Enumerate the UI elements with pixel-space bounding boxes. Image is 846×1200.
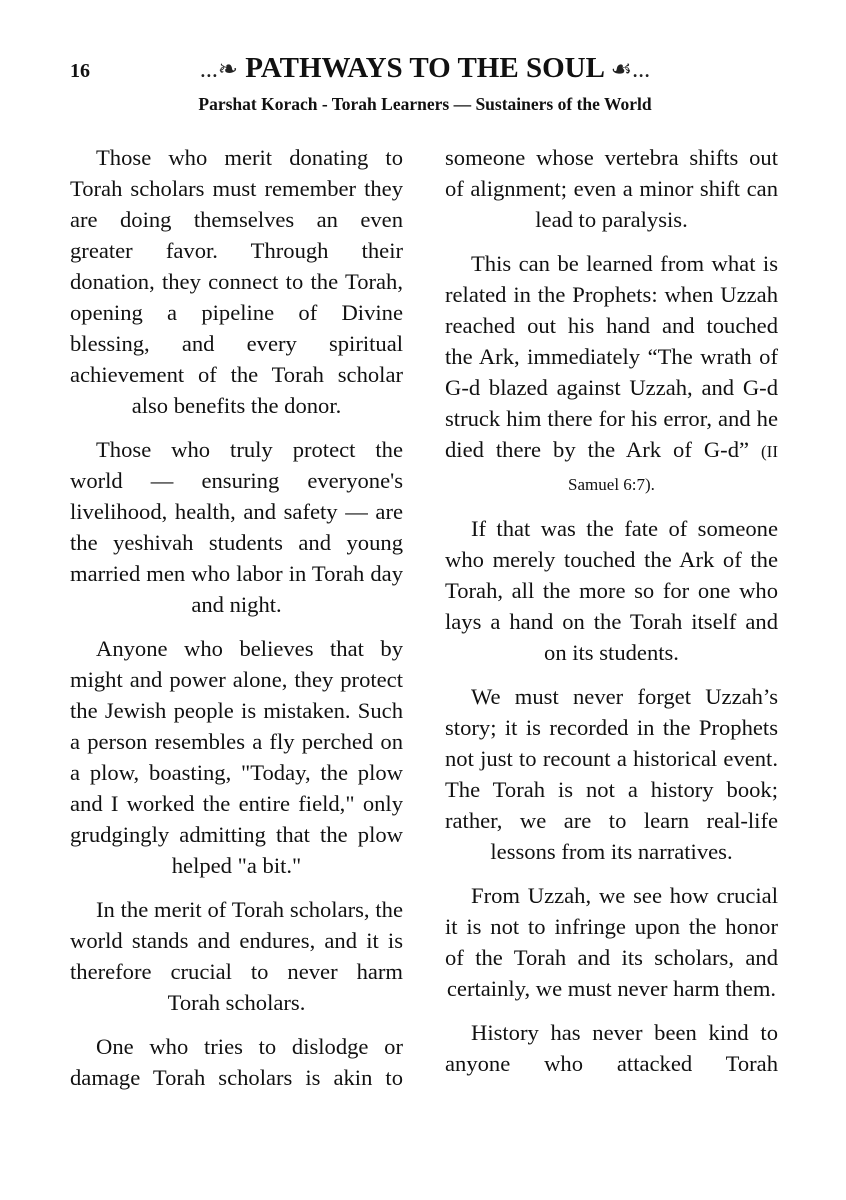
page-number: 16 [70,60,90,82]
paragraph: History has never been kind to anyone who attacked Torah [445,1020,778,1076]
paragraph: Those who truly protect the world — ensuring everyone's livelihood, health, and safety — are the yeshivah students and young married men who labor in Torah day and night. [70,437,403,617]
left-column [70,142,403,1106]
citation: (II Samuel 6:7). [568,442,778,494]
paragraph: One who tries to dislodge or damage Torah scholars is akin to [70,1034,403,1090]
title-text: PATHWAYS TO THE SOUL [245,52,604,84]
ornament-right-icon: ☙... [610,57,651,83]
paragraph: We must never forget Uzzah’s story; it is recorded in the Prophets not just to recount a historical event. The Torah is not a history book; rather, we are to learn real-life lessons from its narratives. [445,684,778,864]
ornament-left-icon: ...❧ [199,57,238,83]
paragraph-text: This can be learned from what is related in the Prophets: when Uzzah reached out his hand and touched the Ark, immediately “The wrath of G-d blazed against Uzzah, and G-d struck him there for his error, and he died there by the Ark of G-d” [445,251,778,462]
paragraph: In the merit of Torah scholars, the world stands and endures, and it is therefore crucial to never harm Torah scholars. [70,897,403,1015]
subtitle: Parshat Korach - Torah Learners — Sustainers of the World [198,94,652,114]
paragraph [445,248,778,500]
paragraph: someone whose vertebra shifts out of alignment; even a minor shift can lead to paralysis. [445,145,778,232]
right-column [445,142,778,1092]
running-title [130,52,720,85]
paragraph: From Uzzah, we see how crucial it is not to infringe upon the honor of the Torah and its scholars, and certainly, we must never harm them. [445,883,778,1001]
paragraph: Those who merit donating to Torah scholars must remember they are doing themselves an even greater favor. Through their donation, they connect to the Torah, opening a pipeline of Divine blessing, and every spiritual achievement of the Torah scholar also benefits the donor. [70,145,403,418]
paragraph: Anyone who believes that by might and power alone, they protect the Jewish people is mistaken. Such a person resembles a fly perched on a plow, boasting, "Today, the plow and I worked the entire field," only grudgingly admitting that the plow helped "a bit." [70,636,403,878]
paragraph: If that was the fate of someone who merely touched the Ark of the Torah, all the more so for one who lays a hand on the Torah itself and on its students. [445,516,778,665]
